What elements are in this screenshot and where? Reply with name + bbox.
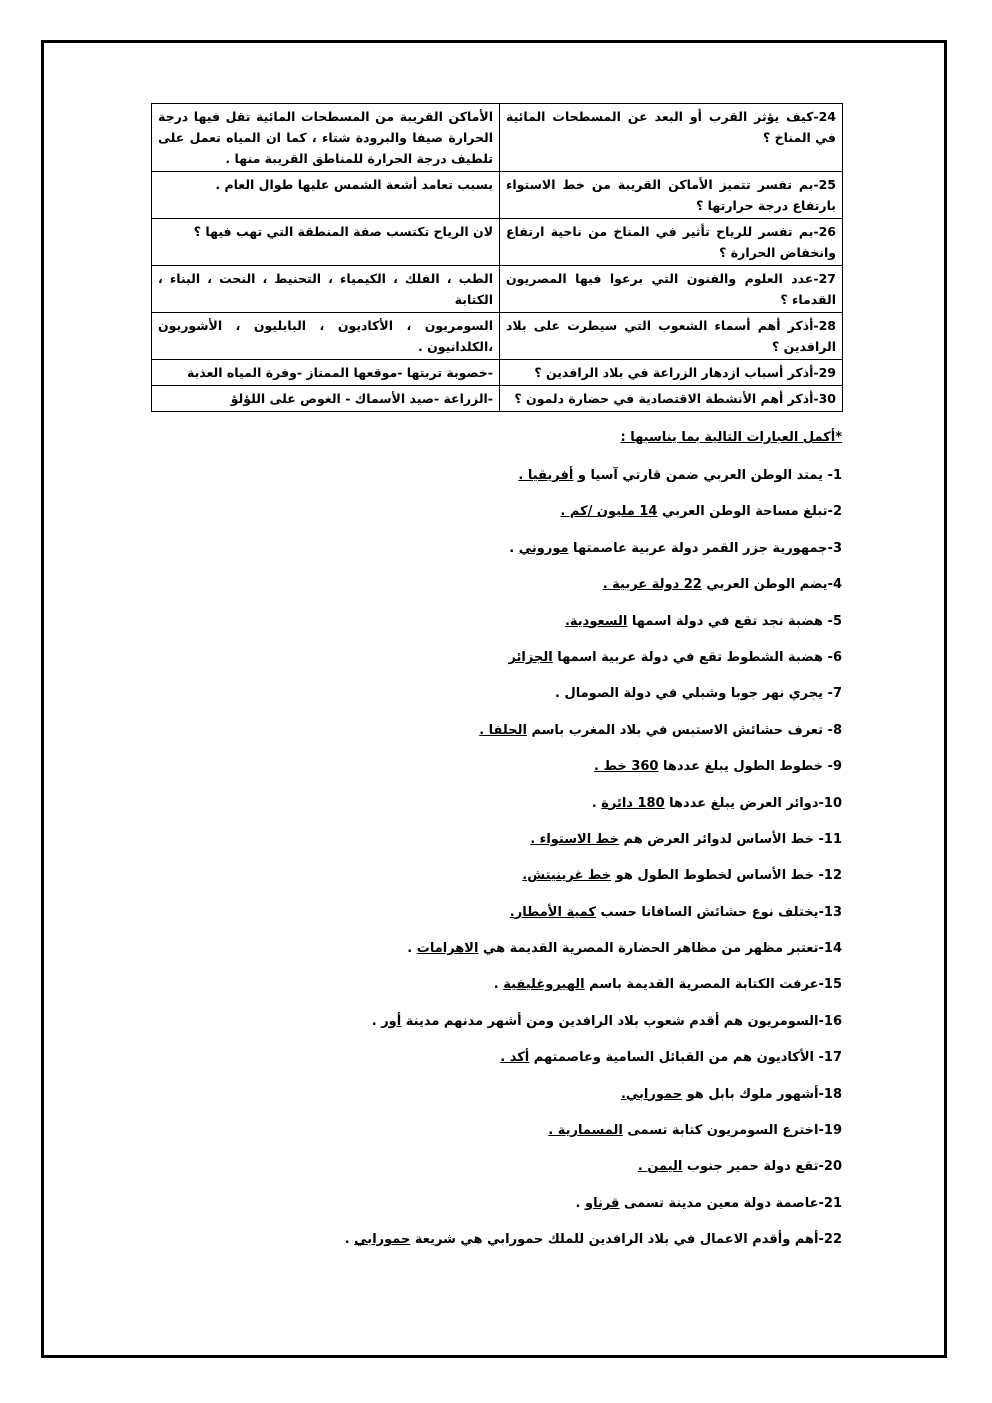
answer-text: المسمارية . xyxy=(548,1123,623,1139)
list-item xyxy=(142,1186,842,1222)
fill-in-list xyxy=(142,458,842,1259)
qa-row xyxy=(152,360,843,386)
statement-text: 21-عاصمة دولة معين مدينة تسمى xyxy=(619,1195,842,1211)
list-item xyxy=(142,822,842,858)
trailing-punctuation: . xyxy=(371,1013,382,1029)
list-item xyxy=(142,895,842,931)
statement-text: 8- تعرف حشائش الاستبس في بلاد المغرب باسم xyxy=(526,722,842,738)
answer-text: أكد . xyxy=(500,1050,530,1066)
statement-text: 3-جمهورية جزر القمر دولة عربية عاصمتها xyxy=(568,540,842,556)
statement-text: 12- خط الأساس لخطوط الطول هو xyxy=(611,868,842,884)
trailing-punctuation: . xyxy=(493,977,504,993)
trailing-punctuation: . xyxy=(344,1232,355,1248)
statement-text: 6- هضبة الشطوط تقع في دولة عربية اسمها xyxy=(552,649,842,665)
answer-text: الجزائر xyxy=(508,649,553,665)
answer-text: حمورابي. xyxy=(620,1086,683,1102)
section-heading: *أكمل العبارات التالية بما يناسبها : xyxy=(620,430,842,445)
question-cell: 29-أذكر أسباب ازدهار الزراعة في بلاد الرافدين ؟ xyxy=(500,360,843,386)
question-cell: 24-كيف يؤثر القرب أو البعد عن المسطحات المائية في المناخ ؟ xyxy=(500,104,843,172)
statement-text: 13-يختلف نوع حشائش السافانا حسب xyxy=(595,904,842,920)
trailing-punctuation: . xyxy=(575,1195,585,1211)
question-cell: 27-عدد العلوم والفنون التي برعوا فيها المصريون القدماء ؟ xyxy=(500,266,843,313)
answer-text: 180 دائرة xyxy=(601,795,665,811)
list-item xyxy=(142,1113,842,1149)
answer-text: 14 مليون /كم . xyxy=(560,504,658,520)
list-item xyxy=(142,604,842,640)
statement-text: 7- يجري نهر جوبا وشبلي في دولة الصومال . xyxy=(555,686,842,702)
answer-text: حمورابي xyxy=(354,1232,411,1248)
list-item xyxy=(142,640,842,676)
list-item xyxy=(142,458,842,494)
answer-text: خط الاستواء . xyxy=(530,831,619,847)
answer-cell: السومريون ، الأكاديون ، البابليون ، الأشوريون ،الكلدانيون . xyxy=(152,313,500,360)
answer-text: الهيروغليفية xyxy=(503,977,585,993)
trailing-punctuation: . xyxy=(591,795,602,811)
list-item xyxy=(142,1004,842,1040)
qa-table xyxy=(151,103,843,412)
statement-text: 9- خطوط الطول يبلغ عددها xyxy=(658,759,842,775)
statement-text: 20-تقع دولة حمير جنوب xyxy=(682,1159,842,1175)
qa-row xyxy=(152,219,843,266)
answer-text: كمية الأمطار. xyxy=(509,904,596,920)
list-item xyxy=(142,1149,842,1185)
list-item xyxy=(142,494,842,530)
answer-text: السعودية. xyxy=(564,613,628,629)
qa-row xyxy=(152,313,843,360)
answer-text: 360 خط . xyxy=(594,759,659,775)
answer-text: الاهرامات xyxy=(416,941,479,957)
qa-row xyxy=(152,104,843,172)
list-item xyxy=(142,858,842,894)
statement-text: 5- هضبة نجد تقع في دولة اسمها xyxy=(627,613,842,629)
answer-text: خط غرينيتش. xyxy=(522,868,612,884)
answer-text: موروني xyxy=(518,540,569,556)
statement-text: 19-اخترع السومريون كتابة تسمى xyxy=(622,1123,842,1139)
question-cell: 28-أذكر أهم أسماء الشعوب التي سيطرت على بلاد الرافدين ؟ xyxy=(500,313,843,360)
list-item xyxy=(142,931,842,967)
question-cell: 30-أذكر أهم الأنشطة الاقتصادية في حضارة دلمون ؟ xyxy=(500,386,843,412)
statement-text: 1- يمتد الوطن العربي ضمن قارتي آسيا و xyxy=(573,468,842,483)
list-item xyxy=(142,1077,842,1113)
statement-text: 17- الأكاديون هم من القبائل السامية وعاصمتهم xyxy=(529,1050,842,1066)
qa-row xyxy=(152,172,843,219)
answer-cell: -خصوبة تربتها -موقعها الممتاز -وفرة المياه العذبة xyxy=(152,360,500,386)
list-item xyxy=(142,786,842,822)
answer-cell: -الزراعة -صيد الأسماك - الغوص على اللؤلؤ xyxy=(152,386,500,412)
list-item xyxy=(142,531,842,567)
qa-row xyxy=(152,386,843,412)
answer-cell: الأماكن القريبة من المسطحات المائية تقل فيها درجة الحرارة صيفا والبرودة شتاء ، كما ان المياه تعمل على تلطيف درجة الحرارة للمناطق القريبة منها . xyxy=(152,104,500,172)
answer-text: قرناو xyxy=(584,1195,620,1211)
answer-text: أور xyxy=(381,1013,402,1029)
answer-text: 22 دولة عربية . xyxy=(602,577,702,593)
list-item xyxy=(142,1040,842,1076)
list-item xyxy=(142,1222,842,1258)
statement-text: 15-عرفت الكتابة المصرية القديمة باسم xyxy=(584,977,842,993)
trailing-punctuation: . xyxy=(407,941,417,957)
answer-text: اليمن . xyxy=(637,1159,683,1175)
statement-text: 2-تبلغ مساحة الوطن العربي xyxy=(657,504,842,520)
trailing-punctuation: . xyxy=(509,540,519,556)
qa-row xyxy=(152,266,843,313)
answer-cell: الطب ، الفلك ، الكيمياء ، التحنيط ، النحت ، البناء ، الكتابة xyxy=(152,266,500,313)
list-item xyxy=(142,967,842,1003)
list-item xyxy=(142,713,842,749)
list-item xyxy=(142,749,842,785)
answer-text: الحلفا . xyxy=(479,722,527,738)
statement-text: 16-السومريون هم أقدم شعوب بلاد الرافدين ومن أشهر مدنهم مدينة xyxy=(401,1013,842,1029)
statement-text: 22-أهم وأقدم الاعمال في بلاد الرافدين للملك حمورابي هي شريعة xyxy=(410,1232,842,1248)
list-item xyxy=(142,567,842,603)
statement-text: 4-يضم الوطن العربي xyxy=(701,577,842,593)
question-cell: 25-بم تفسر تتميز الأماكن القريبة من خط الاستواء بارتفاع درجة حرارتها ؟ xyxy=(500,172,843,219)
answer-cell: لان الرياح تكتسب صفة المنطقة التي تهب فيها ؟ xyxy=(152,219,500,266)
statement-text: 18-أشهور ملوك بابل هو xyxy=(682,1086,842,1102)
question-cell: 26-بم تفسر للرياح تأثير في المناخ من ناحية ارتفاع وانخفاض الحرارة ؟ xyxy=(500,219,843,266)
statement-text: 11- خط الأساس لدوائر العرض هم xyxy=(618,831,842,847)
list-item xyxy=(142,676,842,712)
answer-cell: بسبب تعامد أشعة الشمس عليها طوال العام . xyxy=(152,172,500,219)
statement-text: 10-دوائر العرض يبلغ عددها xyxy=(664,795,842,811)
statement-text: 14-تعتبر مظهر من مظاهر الحضارة المصرية القديمة هي xyxy=(478,941,842,957)
answer-text: أفريقيا . xyxy=(518,468,574,483)
